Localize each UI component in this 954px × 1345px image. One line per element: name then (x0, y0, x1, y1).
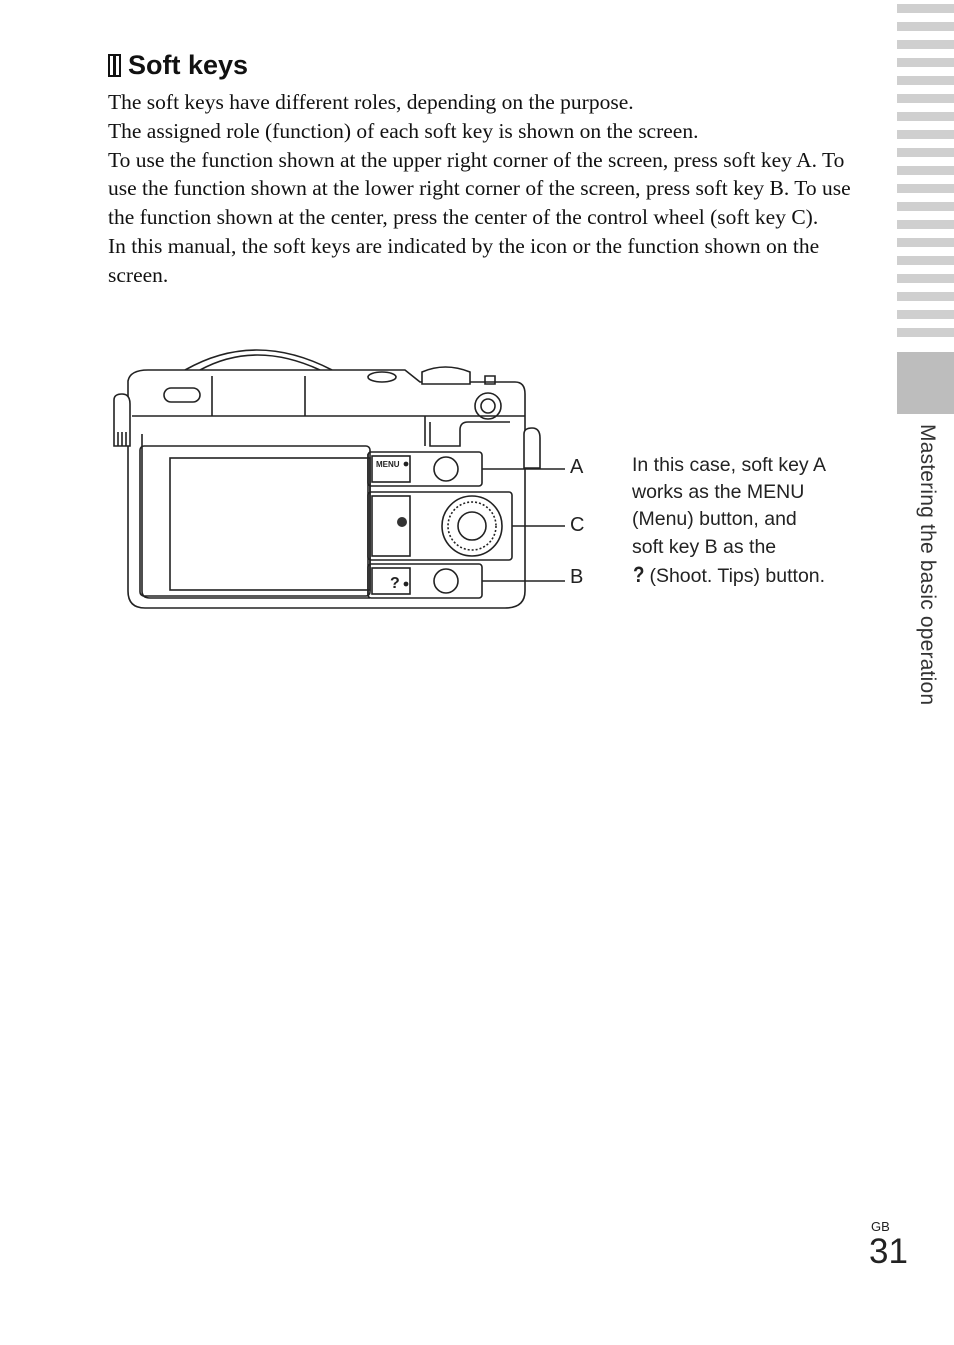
tab-stripe (897, 310, 954, 319)
tab-stripe (897, 292, 954, 301)
caption-line (632, 561, 872, 590)
caption-line: works as the MENU (632, 481, 805, 504)
tab-stripe (897, 130, 954, 139)
menu-dot-icon (404, 462, 409, 467)
active-tab-block (897, 352, 954, 414)
page-number: 31 (869, 1232, 908, 1271)
language-code: GB (871, 1219, 890, 1234)
tab-stripe (897, 256, 954, 265)
strap-lug-right (524, 428, 540, 468)
label-a: A (570, 456, 584, 478)
help-dot-icon (404, 582, 409, 587)
caption-line: In this case, soft key A (632, 454, 827, 476)
paragraph: In this manual, the soft keys are indicated by the icon or the function shown on the screen. (108, 233, 820, 287)
tab-stripe (897, 112, 954, 121)
section-title (108, 48, 248, 82)
caption-line: (Menu) button, and (632, 508, 797, 531)
tab-stripe (897, 22, 954, 31)
tab-stripe (897, 148, 954, 157)
tab-stripe (897, 94, 954, 103)
caption-last-text: (Shoot. Tips) button. (649, 564, 826, 587)
tab-stripe (897, 166, 954, 175)
label-b: B (570, 566, 584, 588)
tab-stripe (897, 202, 954, 211)
tab-stripe (897, 76, 954, 85)
tab-stripe (897, 220, 954, 229)
tab-stripe (897, 238, 954, 247)
figure-caption (632, 452, 872, 590)
screen-help-label: ? (390, 575, 400, 592)
camera-back-illustration (100, 336, 600, 626)
caption-line: soft key B as the (632, 535, 777, 558)
tab-stripe (897, 274, 954, 283)
tab-stripe (897, 58, 954, 67)
tab-stripe (897, 4, 954, 13)
camera-figure (100, 336, 600, 626)
body-text (108, 88, 868, 290)
paragraph: The assigned role (function) of each soft key is shown on the screen. (108, 118, 699, 143)
tab-stripe (897, 184, 954, 193)
side-tab-stripes (897, 0, 954, 420)
tab-stripe (897, 40, 954, 49)
camera-body (128, 370, 525, 608)
section-title-text: Soft keys (128, 50, 249, 80)
section-marker-icon (108, 54, 121, 77)
center-dot-icon (397, 517, 407, 527)
mode-dial (422, 367, 470, 384)
paragraph: To use the function shown at the upper right corner of the screen, press soft key A. To use the function shown at the lower right corner of the screen, press soft key B. To use the function shown at the center, press the center of the control wheel (soft key C). (108, 147, 851, 230)
tab-stripe (897, 328, 954, 337)
paragraph: The soft keys have different roles, depending on the purpose. (108, 90, 634, 114)
shoot-tips-icon: ? (633, 561, 645, 587)
screen-menu-label: MENU (376, 460, 400, 469)
chapter-label: Mastering the basic operation (916, 424, 939, 706)
label-c: C (570, 514, 585, 536)
